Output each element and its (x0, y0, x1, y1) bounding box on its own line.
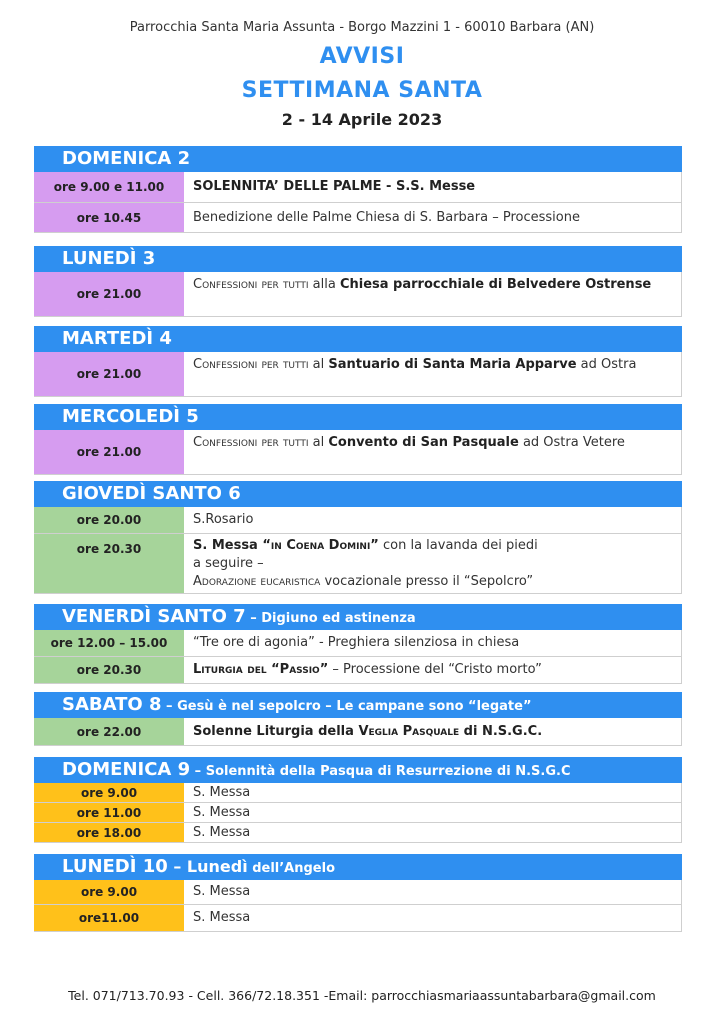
day-header: VENERDÌ SANTO 7 – Digiuno ed astinenza (34, 604, 682, 630)
description-cell: S. Messa (193, 784, 251, 800)
schedule-row (34, 823, 682, 843)
contact-footer: Tel. 071/713.70.93 - Cell. 366/72.18.351 -Email: parrocchiasmariaassuntabarbara@gmail.com (68, 988, 656, 1003)
schedule-row (34, 507, 682, 534)
title-avvisi: AVVISI (319, 44, 405, 69)
schedule-row (34, 783, 682, 803)
date-range: 2 - 14 Aprile 2023 (281, 110, 443, 129)
time-cell: ore 22.00 (34, 718, 185, 745)
title-settimana-santa: SETTIMANA SANTA (241, 78, 483, 103)
schedule-row (34, 430, 682, 475)
time-cell: ore 10.45 (34, 203, 185, 232)
section-domenica-2 (34, 146, 682, 233)
day-header: DOMENICA 2 (34, 146, 682, 172)
time-cell: ore 9.00 (34, 880, 185, 904)
time-cell: ore 20.00 (34, 507, 185, 533)
time-cell: ore 9.00 (34, 783, 185, 802)
description-cell: Confessioni per tutti alla Chiesa parrocchiale di Belvedere Ostrense (193, 277, 652, 292)
description-cell: SOLENNITA’ DELLE PALME - S.S. Messe (193, 179, 476, 194)
schedule-row (34, 272, 682, 317)
description-cell: Confessioni per tutti al Santuario di Santa Maria Apparve ad Ostra (193, 357, 637, 372)
description-cell: S. Messa (193, 884, 251, 899)
parish-address: Parrocchia Santa Maria Assunta - Borgo Mazzini 1 - 60010 Barbara (AN) (129, 20, 595, 35)
section-domenica-9 (34, 757, 682, 843)
schedule-row (34, 203, 682, 233)
section-lunedi-10 (34, 854, 682, 932)
day-header: SABATO 8 – Gesù è nel sepolcro – Le campane sono “legate” (34, 692, 682, 718)
schedule-row (34, 803, 682, 823)
time-cell: ore 20.30 (34, 657, 185, 683)
time-cell: ore 9.00 e 11.00 (34, 172, 185, 202)
description-cell: “Tre ore di agonia” - Preghiera silenziosa in chiesa (193, 635, 520, 650)
day-header: MERCOLEDÌ 5 (34, 404, 682, 430)
time-cell: ore 18.00 (34, 823, 185, 842)
description-cell: Solenne Liturgia della Veglia Pasquale di N.S.G.C. (193, 723, 543, 739)
section-martedi-4 (34, 326, 682, 397)
day-header: LUNEDÌ 10 – Lunedì dell’Angelo (34, 854, 682, 880)
schedule-row (34, 534, 682, 594)
day-header: GIOVEDÌ SANTO 6 (34, 481, 682, 507)
schedule-row (34, 880, 682, 905)
day-header: DOMENICA 9 – Solennità della Pasqua di Resurrezione di N.S.G.C (34, 757, 682, 783)
description-cell: S. Messa “in Coena Domini” con la lavanda dei piedi a seguire – Adorazione eucaristica vocazionale presso il “Sepolcro” (193, 538, 538, 589)
description-cell: S. Messa (193, 824, 251, 840)
schedule-row (34, 718, 682, 746)
time-cell: ore 21.00 (34, 430, 185, 474)
schedule-row (34, 657, 682, 684)
time-cell: ore 20.30 (34, 534, 185, 593)
section-venerdi-santo-7 (34, 604, 682, 684)
time-cell: ore 21.00 (34, 272, 185, 316)
schedule-row (34, 630, 682, 657)
time-cell: ore 11.00 (34, 803, 185, 822)
section-lunedi-3 (34, 246, 682, 317)
description-cell: S. Messa (193, 804, 251, 820)
section-sabato-8 (34, 692, 682, 746)
schedule-row (34, 905, 682, 932)
description-cell: Benedizione delle Palme Chiesa di S. Barbara – Processione (193, 209, 580, 225)
section-giovedi-santo-6 (34, 481, 682, 594)
day-header: LUNEDÌ 3 (34, 246, 682, 272)
description-cell: S. Messa (193, 910, 251, 925)
time-cell: ore 12.00 – 15.00 (34, 630, 185, 656)
section-mercoledi-5 (34, 404, 682, 475)
schedule-row (34, 352, 682, 397)
description-cell: S.Rosario (193, 512, 254, 527)
time-cell: ore 21.00 (34, 352, 185, 396)
time-cell: ore11.00 (34, 905, 185, 931)
schedule-row (34, 172, 682, 203)
description-cell: Liturgia del “Passio” – Processione del “Cristo morto” (193, 662, 542, 677)
description-cell: Confessioni per tutti al Convento di San Pasquale ad Ostra Vetere (193, 435, 625, 450)
day-header: MARTEDÌ 4 (34, 326, 682, 352)
